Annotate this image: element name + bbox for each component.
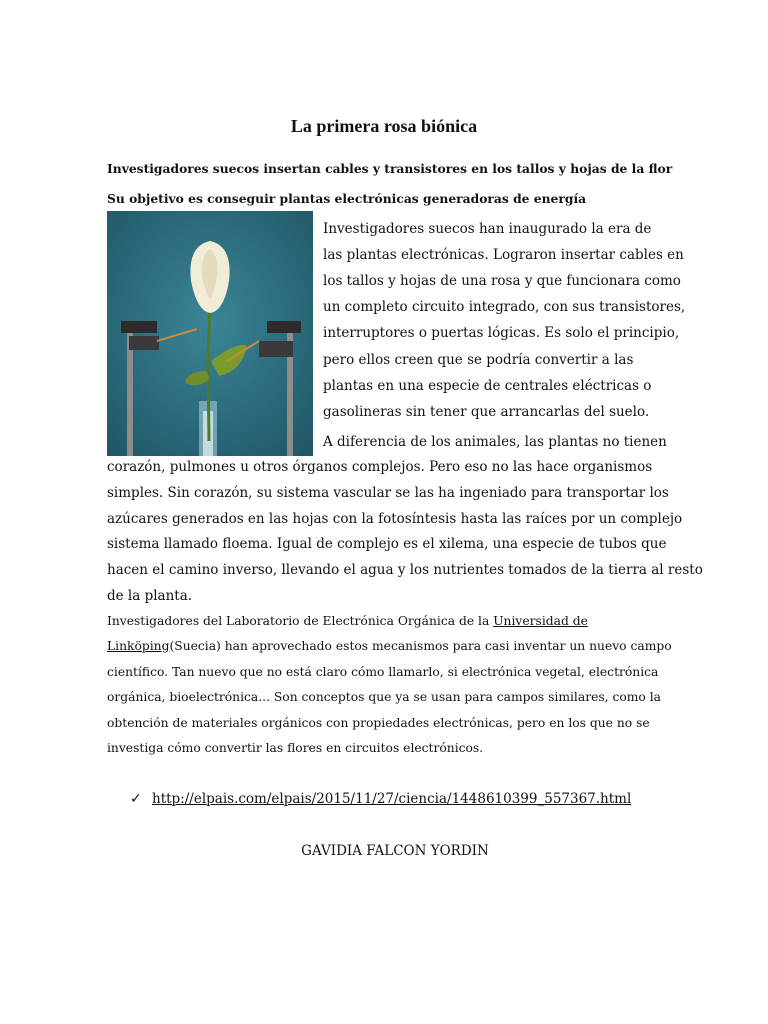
author-name: GAVIDIA FALCON YORDIN bbox=[301, 843, 489, 859]
paragraph-1-line: un completo circuito integrado, con sus transistores, bbox=[323, 299, 686, 315]
paragraph-3-text: Investigadores del Laboratorio de Electrónica Orgánica de la bbox=[107, 614, 494, 628]
bionic-rose-photo bbox=[107, 211, 313, 456]
university-link[interactable]: Universidad de bbox=[493, 614, 588, 628]
paragraph-3-line: investiga cómo convertir las flores en circuitos electrónicos. bbox=[107, 741, 484, 755]
paragraph-2-line: de la planta. bbox=[107, 588, 193, 604]
paragraph-1-line: las plantas electrónicas. Lograron insertar cables en bbox=[323, 247, 684, 263]
paragraph-2-line: sistema llamado floema. Igual de complejo es el xilema, una especie de tubos que bbox=[107, 536, 667, 552]
document-title: La primera rosa biónica bbox=[290, 116, 478, 136]
paragraph-2-line: simples. Sin corazón, su sistema vascular se las ha ingeniado para transportar los bbox=[107, 485, 669, 501]
paragraph-1-line: Investigadores suecos han inaugurado la era de bbox=[323, 221, 652, 237]
paragraph-2-line: corazón, pulmones u otros órganos complejos. Pero eso no las hace organismos bbox=[107, 459, 653, 475]
paragraph-1-line: gasolineras sin tener que arrancarlas del suelo. bbox=[323, 404, 650, 420]
paragraph-2-line: azúcares generados en las hojas con la fotosíntesis hasta las raíces por un complejo bbox=[107, 511, 683, 527]
paragraph-3-line: científico. Tan nuevo que no está claro cómo llamarlo, si electrónica vegetal, electrónica bbox=[107, 665, 659, 679]
subtitle-energy: Su objetivo es conseguir plantas electrónicas generadoras de energía bbox=[107, 191, 587, 206]
paragraph-3-line bbox=[107, 614, 588, 628]
paragraph-3-text: (Suecia) han aprovechado estos mecanismos para casi inventar un nuevo campo bbox=[169, 639, 672, 653]
paragraph-3-line bbox=[107, 639, 672, 653]
university-link[interactable]: Linköping bbox=[107, 639, 170, 653]
paragraph-1-line: plantas en una especie de centrales eléctricas o bbox=[323, 378, 652, 394]
paragraph-1-line: los tallos y hojas de una rosa y que funcionara como bbox=[323, 273, 681, 289]
paragraph-3-line: orgánica, bioelectrónica... Son conceptos que ya se usan para campos similares, como la bbox=[107, 690, 662, 704]
source-link[interactable]: http://elpais.com/elpais/2015/11/27/ciencia/1448610399_557367.html bbox=[152, 791, 632, 807]
checkmark-icon: ✓ bbox=[130, 791, 142, 807]
paragraph-2-line: hacen el camino inverso, llevando el agua y los nutrientes tomados de la tierra al resto bbox=[107, 562, 703, 578]
paragraph-1-line: interruptores o puertas lógicas. Es solo el principio, bbox=[323, 325, 680, 341]
source-bullet bbox=[130, 791, 631, 807]
paragraph-2-line: A diferencia de los animales, las plantas no tienen bbox=[323, 434, 667, 450]
paragraph-3-line: obtención de materiales orgánicos con propiedades electrónicas, pero en los que no se bbox=[107, 716, 650, 730]
subtitle-cables: Investigadores suecos insertan cables y transistores en los tallos y hojas de la flor bbox=[107, 161, 673, 176]
paragraph-1-line: pero ellos creen que se podría convertir a las bbox=[323, 352, 634, 368]
